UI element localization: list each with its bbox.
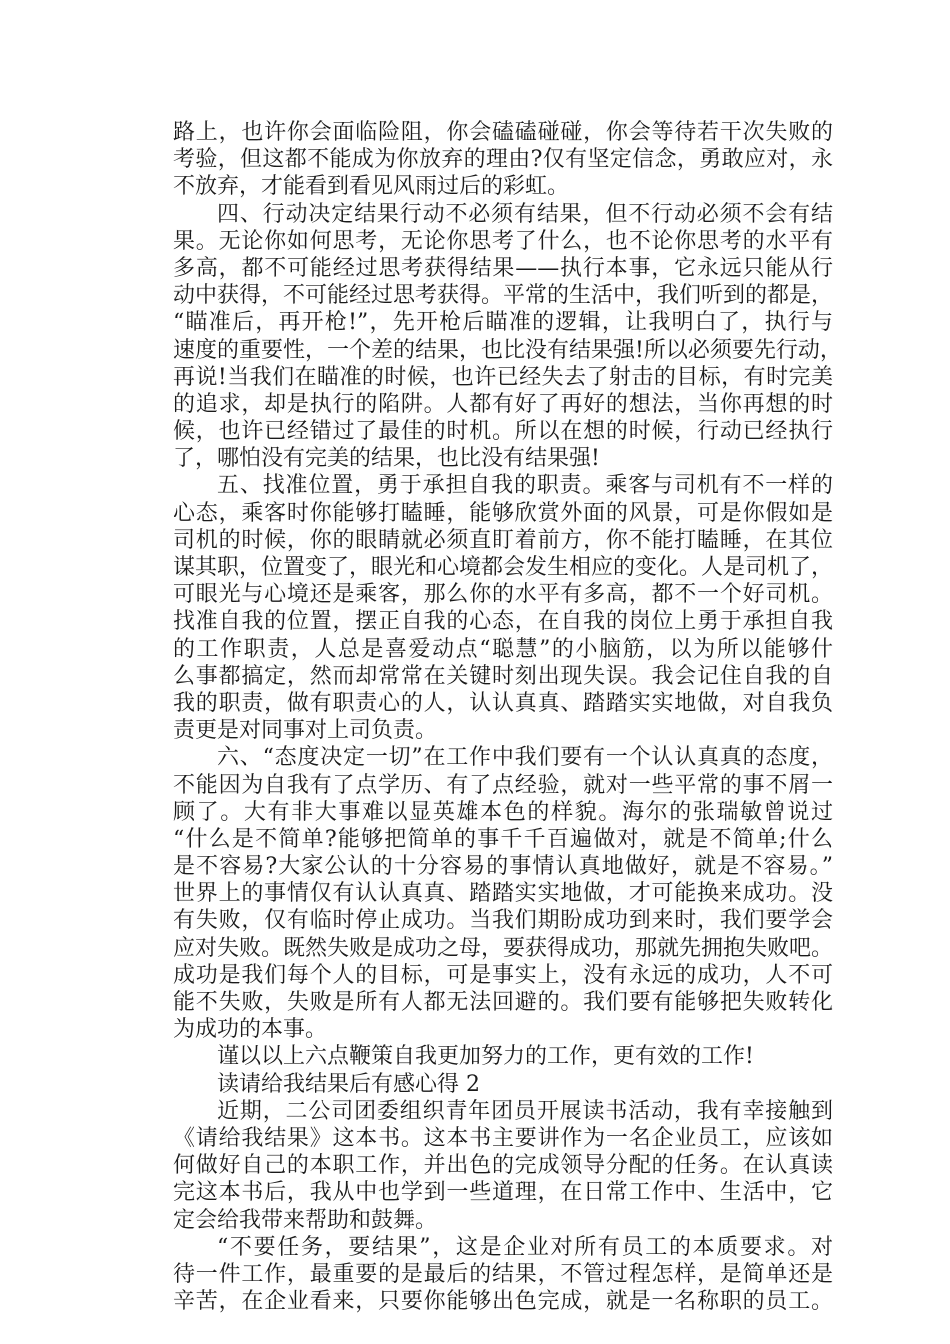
text-line: 世界上的事情仅有认认真真、踏踏实实地做，才可能换来成功。没	[173, 881, 833, 907]
text-line: 责更是对同事对上司负责。	[173, 718, 438, 744]
text-line: 有失败，仅有临时停止成功。当我们期盼成功到来时，我们要学会	[173, 908, 833, 934]
text-line: 是不容易?大家公认的十分容易的事情认真地做好，就是不容易。”	[173, 854, 833, 880]
text-line: 果。无论你如何思考，无论你思考了什么，也不论你思考的水平有	[173, 228, 833, 254]
text-line: 候，也许已经错过了最佳的时机。所以在想的时候，行动已经执行	[173, 419, 833, 445]
text-line: 的追求，却是执行的陷阱。人都有好了再好的想法，当你再想的时	[173, 391, 833, 417]
text-line: 辛苦，在企业看来，只要你能够出色完成，就是一名称职的员工。	[173, 1289, 833, 1315]
text-line: 司机的时候，你的眼睛就必须直盯着前方，你不能打瞌睡，在其位	[173, 527, 833, 553]
text-line: 的工作职责，人总是喜爱动点“聪慧”的小脑筋，以为所以能够什	[173, 636, 833, 662]
text-line: 么事都搞定，然而却常常在关键时刻出现失误。我会记住自我的自	[173, 663, 833, 689]
paragraph-start-line: 近期，二公司团委组织青年团员开展读书活动，我有幸接触到	[217, 1098, 833, 1124]
text-line: 再说!当我们在瞄准的时候，也许已经失去了射击的目标，有时完美	[173, 364, 833, 390]
text-line: 定会给我带来帮助和鼓舞。	[173, 1207, 438, 1233]
text-line: 找准自我的位置，摆正自我的心态，在自我的岗位上勇于承担自我	[173, 609, 833, 635]
document-body	[173, 119, 842, 1315]
text-line: “瞄准后，再开枪!”，先开枪后瞄准的逻辑，让我明白了，执行与	[173, 310, 833, 336]
text-line: 多高，都不可能经过思考获得结果——执行本事，它永远只能从行	[173, 255, 833, 281]
paragraph-start-line: 六、“态度决定一切”在工作中我们要有一个认认真真的态度，	[217, 745, 833, 771]
text-line: 待一件工作，最重要的是最后的结果，不管过程怎样，是简单还是	[173, 1261, 833, 1287]
text-line: 成功是我们每个人的目标，可是事实上，没有永远的成功，人不可	[173, 962, 833, 988]
text-line: 不放弃，才能看到看见风雨过后的彩虹。	[173, 174, 570, 200]
paragraph-start-line: “不要任务，要结果”，这是企业对所有员工的本质要求。对	[217, 1234, 833, 1260]
text-line: 可眼光与心境还是乘客，那么你的水平有多高，都不一个好司机。	[173, 582, 833, 608]
text-line: 应对失败。既然失败是成功之母，要获得成功，那就先拥抱失败吧。	[173, 935, 834, 961]
paragraph-start-line: 四、行动决定结果行动不必须有结果，但不行动必须不会有结	[217, 201, 833, 227]
text-line: 路上，也许你会面临险阻，你会磕磕碰碰，你会等待若干次失败的	[173, 120, 833, 145]
text-line: 动中获得，不可能经过思考获得。平常的生活中，我们听到的都是，	[173, 283, 834, 309]
paragraph-start-line: 五、找准位置，勇于承担自我的职责。乘客与司机有不一样的	[217, 473, 833, 499]
text-line: 考验，但这都不能成为你放弃的理由?仅有坚定信念，勇敢应对，永	[173, 147, 833, 173]
text-line: 顾了。大有非大事难以显英雄本色的样貌。海尔的张瑞敏曾说过	[173, 799, 833, 825]
text-line: “什么是不简单?能够把简单的事千千百遍做对，就是不简单;什么	[173, 826, 833, 852]
text-line: 心态，乘客时你能够打瞌睡，能够欣赏外面的风景，可是你假如是	[173, 500, 833, 526]
text-line: 速度的重要性，一个差的结果，也比没有结果强!所以必须要先行动，	[173, 337, 842, 363]
text-line: 不能因为自我有了点学历、有了点经验，就对一些平常的事不屑一	[173, 772, 833, 798]
text-line: 谋其职，位置变了，眼光和心境都会发生相应的变化。人是司机了，	[173, 555, 834, 580]
text-line: 我的职责，做有职责心的人，认认真真、踏踏实实地做，对自我负	[173, 690, 833, 716]
section-heading: 读请给我结果后有感心得 2	[217, 1071, 480, 1097]
paragraph-start-line: 谨以以上六点鞭策自我更加努力的工作，更有效的工作!	[217, 1044, 754, 1070]
text-line: 何做好自己的本职工作，并出色的完成领导分配的任务。在认真读	[173, 1153, 833, 1179]
text-line: 能不失败，失败是所有人都无法回避的。我们要有能够把失败转化	[173, 990, 833, 1015]
text-line: 为成功的本事。	[173, 1017, 328, 1043]
text-line: 《请给我结果》这本书。这本书主要讲作为一名企业员工，应该如	[173, 1125, 833, 1151]
text-line: 了，哪怕没有完美的结果，也比没有结果强!	[173, 446, 600, 472]
text-line: 完这本书后，我从中也学到一些道理，在日常工作中、生活中，它	[173, 1180, 833, 1206]
